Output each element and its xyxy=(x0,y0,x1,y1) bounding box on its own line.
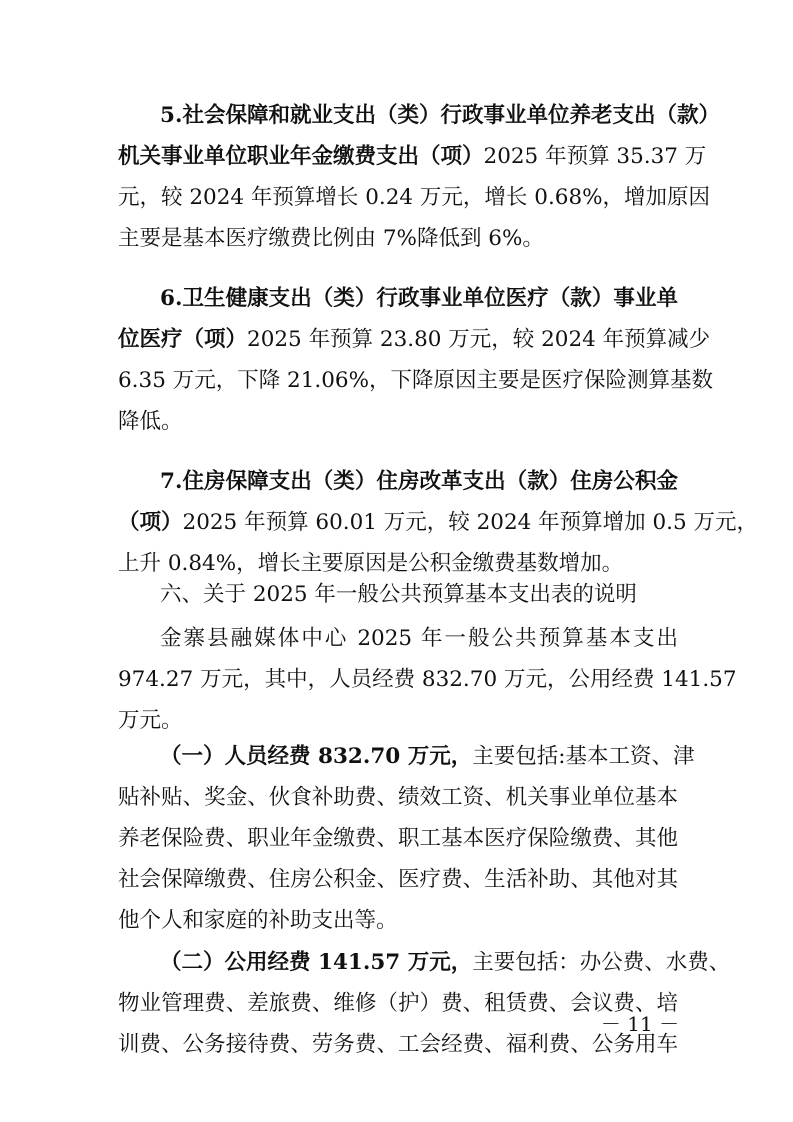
bold-run: 5.社会保障和就业支出（类）行政事业单位养老支出（款） xyxy=(160,103,720,128)
text-run: 万元。 xyxy=(118,708,183,733)
text-run: 主要是基本医疗缴费比例由 7%降低到 6%。 xyxy=(118,226,544,251)
text-line xyxy=(118,701,678,741)
bold-run: 6.卫生健康支出（类）行政事业单位医疗（款）事业单 xyxy=(160,286,678,311)
text-line xyxy=(118,402,678,442)
text-run: 社会保障缴费、住房公积金、医疗费、生活补助、其他对其 xyxy=(118,867,678,892)
text-line xyxy=(160,737,695,777)
text-run: 2025 年预算 23.80 万元，较 2024 年预算减少 xyxy=(247,327,711,352)
text-run: 养老保险费、职业年金缴费、职工基本医疗保险缴费、其他 xyxy=(118,826,678,851)
text-line xyxy=(118,660,737,700)
text-line xyxy=(118,320,711,360)
text-line xyxy=(118,901,678,941)
page-number: － 11 － xyxy=(600,1012,680,1036)
text-line xyxy=(160,943,731,983)
text-line xyxy=(118,860,678,900)
text-run: 六、关于 2025 年一般公共预算基本支出表的说明 xyxy=(160,582,637,607)
text-run: 主要包括：办公费、水费、 xyxy=(472,950,731,975)
text-run: 上升 0.84%，增长主要原因是公积金缴费基数增加。 xyxy=(118,551,624,576)
text-line xyxy=(118,778,678,818)
text-line xyxy=(160,575,678,615)
text-line xyxy=(160,462,678,502)
text-run: 物业管理费、差旅费、维修（护）费、租赁费、会议费、培 xyxy=(118,991,678,1016)
text-line xyxy=(118,503,759,543)
text-run: 训费、公务接待费、劳务费、工会经费、福利费、公务用车 xyxy=(118,1032,678,1057)
text-line xyxy=(118,219,678,259)
text-run: 2025 年预算 35.37 万 xyxy=(483,144,707,169)
text-run: 贴补贴、奖金、伙食补助费、绩效工资、机关事业单位基本 xyxy=(118,785,678,810)
bold-run: （项） xyxy=(118,510,183,535)
text-line xyxy=(160,279,678,319)
bold-run: 位医疗（项） xyxy=(118,327,248,352)
text-run: 主要包括:基本工资、津 xyxy=(472,744,695,769)
text-run: 2025 年预算 60.01 万元，较 2024 年预算增加 0.5 万元， xyxy=(182,510,759,535)
text-line xyxy=(118,819,678,859)
text-line xyxy=(118,361,714,401)
bold-run: 机关事业单位职业年金缴费支出（项） xyxy=(118,144,484,169)
text-run: 他个人和家庭的补助支出等。 xyxy=(118,908,398,933)
text-line xyxy=(160,96,720,136)
text-run: 降低。 xyxy=(118,409,183,434)
text-line xyxy=(118,1025,678,1065)
text-line xyxy=(118,178,711,218)
bold-run: （一）人员经费 832.70 万元， xyxy=(160,744,473,769)
text-run: 6.35 万元，下降 21.06%，下降原因主要是医疗保险测算基数 xyxy=(118,368,714,393)
text-run: 元，较 2024 年预算增长 0.24 万元，增长 0.68%，增加原因 xyxy=(118,185,711,210)
text-line xyxy=(118,984,678,1024)
bold-run: （二）公用经费 141.57 万元， xyxy=(160,950,473,975)
text-run: 金寨县融媒体中心 2025 年一般公共预算基本支出 xyxy=(160,626,678,651)
bold-run: 7.住房保障支出（类）住房改革支出（款）住房公积金 xyxy=(160,469,678,494)
text-line xyxy=(118,137,707,177)
text-line xyxy=(160,619,678,659)
text-run: 974.27 万元，其中，人员经费 832.70 万元，公用经费 141.57 xyxy=(118,667,737,692)
